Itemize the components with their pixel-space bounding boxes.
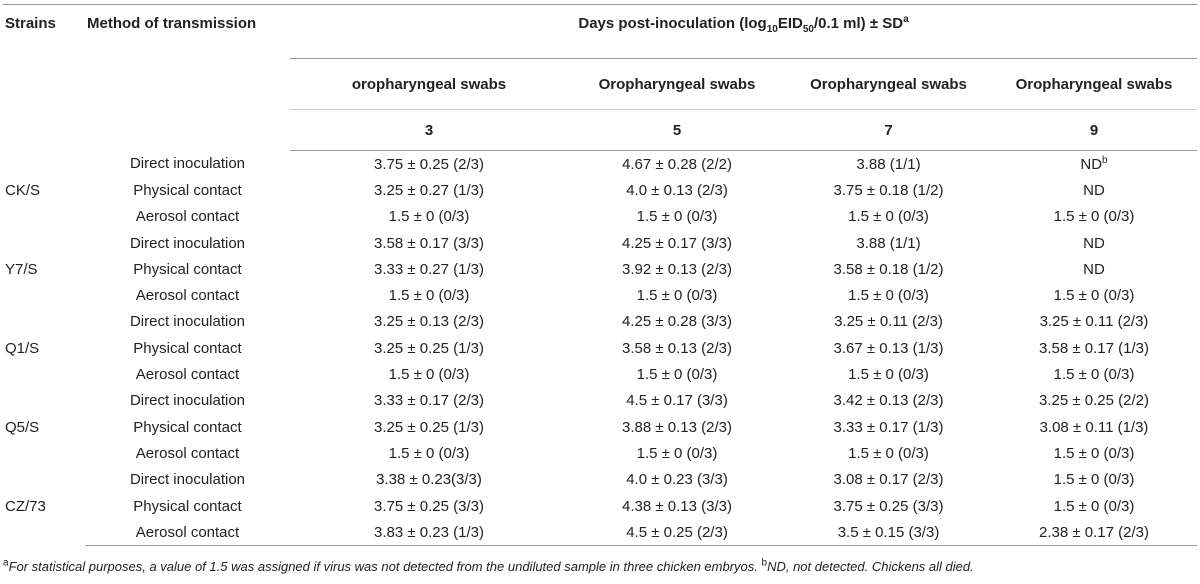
table-body: [3, 151, 1197, 546]
value-cell: 3.33 ± 0.27 (1/3): [374, 260, 484, 278]
value-cell: ND: [1083, 260, 1105, 278]
value-cell: 4.5 ± 0.17 (3/3): [626, 392, 728, 410]
value-cell: 4.25 ± 0.17 (3/3): [622, 234, 732, 252]
method-cell: Physical contact: [133, 339, 242, 357]
value-cell: 3.33 ± 0.17 (1/3): [833, 418, 944, 436]
method-cell: Aerosol contact: [85, 519, 290, 546]
value-cell: 3.25 ± 0.25 (2/2): [1039, 392, 1149, 410]
value-text: ND: [1080, 155, 1103, 173]
value-cell: 3.58 ± 0.17 (3/3): [374, 234, 484, 252]
header-day: 7: [786, 110, 991, 151]
span-header-post: /0.1 ml) ± SD: [813, 15, 904, 32]
table-row: [3, 493, 1197, 519]
strain-cell: Y7/S: [5, 260, 38, 278]
value-cell: 3.67 ± 0.13 (1/3): [833, 339, 944, 357]
value-cell: 3.33 ± 0.17 (2/3): [374, 392, 484, 410]
header-sample-type: Oropharyngeal swabs: [786, 59, 991, 110]
value-cell: 3.88 (1/1): [856, 234, 921, 252]
value-cell: 3.75 ± 0.25 (2/3): [374, 155, 484, 173]
value-cell: 1.5 ± 0 (0/3): [636, 444, 718, 462]
value-cell: 1.5 ± 0 (0/3): [1053, 444, 1135, 462]
table-row: [3, 519, 1197, 546]
value-cell: 3.75 ± 0.25 (3/3): [833, 497, 944, 515]
footnote-marker-a: a: [3, 557, 9, 569]
value-cell: 3.58 ± 0.18 (1/2): [833, 260, 944, 278]
value-cell: 3.58 ± 0.17 (1/3): [1039, 339, 1149, 357]
table-row: [3, 388, 1197, 414]
value-cell: ND: [1083, 234, 1105, 252]
strain-cell: Q1/S: [5, 339, 40, 357]
table-row: [3, 467, 1197, 493]
value-cell: 3.25 ± 0.13 (2/3): [374, 313, 484, 331]
table-footnote: [3, 559, 974, 574]
value-cell: 4.25 ± 0.28 (3/3): [622, 313, 732, 331]
value-cell: 1.5 ± 0 (0/3): [388, 444, 470, 462]
value-cell: [991, 151, 1197, 178]
span-header-sub2: 50: [802, 24, 814, 35]
method-cell: Aerosol contact: [135, 287, 240, 305]
value-cell: 4.5 ± 0.25 (2/3): [568, 519, 786, 546]
method-cell: Aerosol contact: [135, 444, 240, 462]
footnote-a-text: For statistical purposes, a value of 1.5 was assigned if virus was not detected from the undiluted sample in three chicken embryos.: [8, 559, 762, 574]
footnote-marker-b: b: [761, 557, 768, 569]
table-row: [3, 256, 1197, 282]
value-cell: 1.5 ± 0 (0/3): [1053, 366, 1135, 384]
table-row: [3, 177, 1197, 203]
value-cell: 1.5 ± 0 (0/3): [388, 208, 470, 226]
method-cell: Physical contact: [133, 497, 242, 515]
value-cell: 1.5 ± 0 (0/3): [636, 366, 718, 384]
value-cell: 1.5 ± 0 (0/3): [388, 366, 470, 384]
method-cell: Direct inoculation: [129, 234, 246, 252]
span-header-sup: a: [903, 14, 909, 25]
value-cell: 3.83 ± 0.23 (1/3): [290, 519, 568, 546]
method-cell: Direct inoculation: [129, 313, 246, 331]
value-cell: 4.67 ± 0.28 (2/2): [622, 155, 732, 173]
header-days-post-inoculation: [290, 5, 1197, 59]
value-cell: 1.5 ± 0 (0/3): [848, 287, 929, 305]
value-cell: 3.92 ± 0.13 (2/3): [622, 260, 732, 278]
value-cell: 1.5 ± 0 (0/3): [1053, 497, 1135, 515]
value-cell: 1.5 ± 0 (0/3): [848, 444, 929, 462]
value-cell: 1.5 ± 0 (0/3): [1053, 208, 1135, 226]
method-cell: Physical contact: [133, 418, 242, 436]
value-cell: 3.25 ± 0.25 (1/3): [374, 339, 484, 357]
method-cell: Physical contact: [133, 260, 242, 278]
table-row: [3, 440, 1197, 466]
header-sample-type: Oropharyngeal swabs: [991, 59, 1197, 110]
value-cell: 3.25 ± 0.25 (1/3): [374, 418, 484, 436]
value-cell: ND: [1083, 181, 1105, 199]
table-header: [3, 5, 1197, 151]
strain-cell: Q5/S: [5, 418, 40, 436]
table-row: [3, 309, 1197, 335]
value-cell: 3.25 ± 0.11 (2/3): [1039, 313, 1149, 331]
method-cell: Aerosol contact: [135, 208, 240, 226]
span-header-pre: Days post-inoculation (log: [578, 15, 767, 32]
value-cell: 4.0 ± 0.13 (2/3): [626, 181, 728, 199]
value-cell: 3.58 ± 0.13 (2/3): [622, 339, 732, 357]
method-cell: Direct inoculation: [129, 392, 246, 410]
header-sample-type: oropharyngeal swabs: [290, 59, 568, 110]
header-strains: Strains: [5, 15, 56, 32]
value-cell: 3.08 ± 0.17 (2/3): [833, 471, 944, 489]
value-cell: 1.5 ± 0 (0/3): [636, 287, 718, 305]
value-cell: 3.42 ± 0.13 (2/3): [833, 392, 944, 410]
header-day: 3: [290, 110, 568, 151]
value-cell: 3.88 (1/1): [856, 155, 921, 173]
table-row: [3, 361, 1197, 387]
value-cell: 4.0 ± 0.23 (3/3): [626, 471, 728, 489]
footnote-marker: b: [1102, 154, 1108, 166]
table-row: [3, 204, 1197, 230]
method-cell: Physical contact: [133, 181, 242, 199]
value-cell: 4.38 ± 0.13 (3/3): [622, 497, 732, 515]
value-cell: 3.38 ± 0.23(3/3): [376, 471, 482, 489]
strain-cell: CZ/73: [5, 497, 46, 515]
value-cell: 1.5 ± 0 (0/3): [1053, 287, 1135, 305]
document-page: [0, 4, 1200, 584]
value-cell: 3.08 ± 0.11 (1/3): [1039, 418, 1149, 436]
table-row: [3, 414, 1197, 440]
value-cell: 3.25 ± 0.11 (2/3): [834, 313, 943, 331]
value-cell: 3.25 ± 0.27 (1/3): [374, 181, 484, 199]
method-cell: Direct inoculation: [129, 471, 246, 489]
table-row: [3, 282, 1197, 308]
method-cell: Aerosol contact: [135, 366, 240, 384]
value-cell: 1.5 ± 0 (0/3): [636, 208, 718, 226]
header-method: Method of transmission: [87, 15, 257, 32]
header-sample-type: Oropharyngeal swabs: [568, 59, 786, 110]
value-cell: 1.5 ± 0 (0/3): [388, 287, 470, 305]
span-header-sub1: 10: [766, 24, 778, 35]
value-cell: 3.75 ± 0.25 (3/3): [374, 497, 484, 515]
value-cell: 1.5 ± 0 (0/3): [1053, 471, 1135, 489]
value-cell: 3.75 ± 0.18 (1/2): [833, 181, 944, 199]
table-row: [3, 230, 1197, 256]
header-day: 5: [568, 110, 786, 151]
header-row-top: [3, 5, 1197, 59]
span-header-mid: EID: [777, 15, 803, 32]
results-table: [3, 4, 1197, 546]
value-cell: 2.38 ± 0.17 (2/3): [991, 519, 1197, 546]
footnote-b-text: ND, not detected. Chickens all died.: [767, 559, 974, 574]
header-day: 9: [991, 110, 1197, 151]
value-cell: 3.5 ± 0.15 (3/3): [786, 519, 991, 546]
value-cell: 1.5 ± 0 (0/3): [848, 208, 929, 226]
strain-cell: CK/S: [5, 181, 41, 199]
method-cell: Direct inoculation: [129, 155, 246, 173]
value-cell: 1.5 ± 0 (0/3): [848, 366, 929, 384]
table-row: [3, 151, 1197, 178]
value-cell: 3.88 ± 0.13 (2/3): [622, 418, 732, 436]
table-row: [3, 335, 1197, 361]
